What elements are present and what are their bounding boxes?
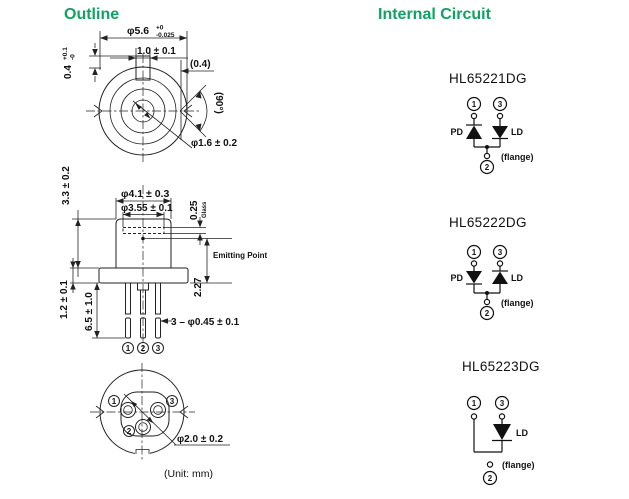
circuit1-pin-bottom: 2 xyxy=(484,163,490,172)
circuit2-pin-right: 3 xyxy=(497,248,503,257)
circuit3-pin-left: 1 xyxy=(471,399,477,408)
circuit-hl65223dg xyxy=(462,359,540,485)
circuit3-pin-right: 3 xyxy=(499,399,505,408)
circuit1-ld-diode-symbol xyxy=(492,126,508,139)
bottom-pin-3: 3 xyxy=(169,397,175,406)
dim-lead-length xyxy=(84,283,125,338)
circuit2-ld-diode-symbol xyxy=(492,271,508,284)
side-pin-1: 1 xyxy=(125,344,131,353)
dim-body-dia-tol-dn: -0.025 xyxy=(156,32,175,39)
outline-heading: Outline xyxy=(64,6,120,23)
circuit3-flange-label: (flange) xyxy=(502,460,535,470)
side-view-pin-numbers xyxy=(123,343,164,354)
circuit1-pd-label: PD xyxy=(450,127,463,137)
dim-tab-width-text: 1.0 ± 0.1 xyxy=(137,46,176,57)
circuit1-flange-label: (flange) xyxy=(501,152,534,162)
circuit1-pin-right: 3 xyxy=(497,100,503,109)
emitting-point-label: Emitting Point xyxy=(213,251,268,260)
circuit2-flange-label: (flange) xyxy=(501,298,534,308)
dim-tab-depth-text: (0.4) xyxy=(190,59,211,70)
bottom-pin-1: 1 xyxy=(111,397,117,406)
dim-window-diameter xyxy=(121,203,173,227)
circuit1-pin-left: 1 xyxy=(471,100,477,109)
dim-lead-length-text: 6.5 ± 1.0 xyxy=(84,292,95,331)
dim-cap-height-text: 3.3 ± 0.2 xyxy=(61,166,72,205)
circuit3-title: HL65223DG xyxy=(462,359,540,374)
dim-cap-dia-text: φ4.1 ± 0.3 xyxy=(121,188,170,200)
circuit1-pd-diode-symbol xyxy=(466,125,482,139)
dim-flat-angle-text: (90°) xyxy=(213,92,224,114)
circuit2-title: HL65222DG xyxy=(449,215,527,230)
top-view xyxy=(62,25,237,165)
dim-cap-height xyxy=(61,166,116,277)
side-pin-2: 2 xyxy=(140,344,146,353)
dim-glass-thickness-text: 0.25 xyxy=(189,200,200,220)
internal-circuit-heading: Internal Circuit xyxy=(378,6,491,23)
dim-tab-height-tol-dn: -0 xyxy=(69,54,77,60)
circuit2-ld-label: LD xyxy=(511,273,523,283)
dim-tab-height-tol-up: +0.1 xyxy=(62,47,69,60)
dim-inner-dia-text: φ1.6 ± 0.2 xyxy=(191,138,238,149)
circuit2-pin-bottom: 2 xyxy=(484,309,490,318)
dim-flange-thickness-text: 1.2 ± 0.1 xyxy=(59,280,70,319)
dim-pin-circle-text: φ2.0 ± 0.2 xyxy=(177,434,224,445)
circuit2-pd-diode-symbol xyxy=(466,271,482,284)
circuit3-ld-label: LD xyxy=(516,428,528,438)
circuit2-pd-label: PD xyxy=(450,273,463,283)
emitting-point-dot xyxy=(141,237,145,241)
dim-window-dia-text: φ3.55 ± 0.1 xyxy=(121,203,173,214)
glass-label: Glass xyxy=(202,201,208,218)
circuit3-ld-diode-symbol xyxy=(492,424,512,441)
circuit1-ld-label: LD xyxy=(511,127,523,137)
dim-body-dia-tol-up: +0 xyxy=(156,24,164,32)
unit-label: (Unit: mm) xyxy=(164,468,213,480)
circuit1-title: HL65221DG xyxy=(449,71,527,86)
dim-lead-dia-text: 3 – φ0.45 ± 0.1 xyxy=(171,317,240,328)
dim-tab-height-text: 0.4 xyxy=(63,65,74,79)
circuit-hl65221dg xyxy=(449,71,534,174)
dim-body-dia-text: φ5.6 xyxy=(127,25,150,37)
circuit3-pin-bottom: 2 xyxy=(487,474,493,483)
side-pin-3: 3 xyxy=(155,344,161,353)
dim-lead-diameter xyxy=(161,317,240,328)
dim-tab-height xyxy=(62,43,136,82)
dim-emit-height-text: 2.27 xyxy=(193,277,204,297)
circuit-hl65222dg xyxy=(449,215,534,320)
bottom-view xyxy=(90,363,230,462)
bottom-pin-numbers xyxy=(109,396,178,437)
dim-tab-width xyxy=(110,46,188,61)
bottom-pin-2: 2 xyxy=(126,427,132,436)
circuit2-pin-left: 1 xyxy=(471,248,477,257)
side-view xyxy=(59,166,268,354)
